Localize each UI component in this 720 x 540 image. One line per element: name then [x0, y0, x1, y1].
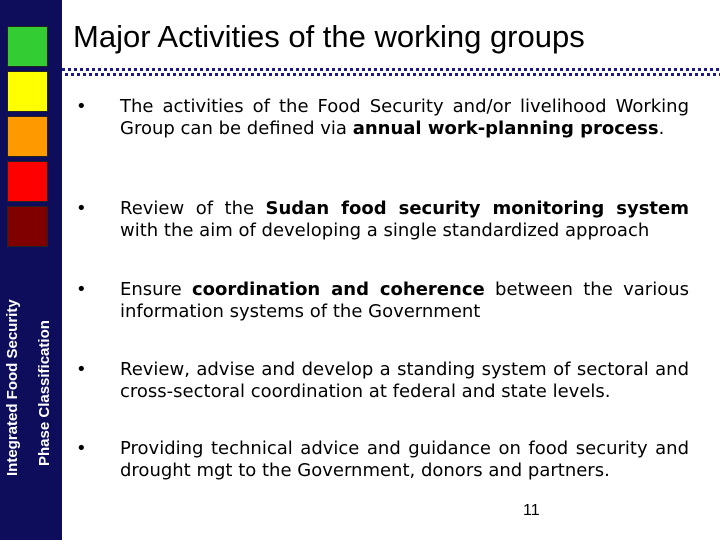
list-item-text: Review of the Sudan food security monitoring system with the aim of developing a single standardized approach — [120, 198, 690, 241]
bullet-marker: • — [76, 438, 87, 459]
page-number: 11 — [523, 502, 540, 519]
bullet-marker: • — [76, 359, 87, 380]
list-item-text: Review, advise and develop a standing system of sectoral and cross-sectoral coordination at federal and state levels. — [120, 359, 689, 402]
sidebar-label-line1: Integrated Food Security — [4, 299, 21, 476]
phase-swatch-2 — [7, 71, 48, 112]
bullet-marker: • — [76, 96, 87, 117]
sidebar-label-line2: Phase Classification — [36, 320, 53, 466]
ipc-sidebar — [0, 0, 62, 540]
slide-title: Major Activities of the working groups — [73, 19, 585, 54]
phase-swatch-4 — [7, 161, 48, 202]
phase-swatch-3 — [7, 116, 48, 157]
bullet-marker: • — [76, 198, 87, 219]
list-item-text: Providing technical advice and guidance on food security and drought mgt to the Government, donors and partners. — [120, 438, 689, 481]
phase-swatch-1 — [7, 26, 48, 67]
bullet-marker: • — [76, 279, 87, 300]
list-item-text: Ensure coordination and coherence between the various information systems of the Government — [120, 279, 690, 322]
title-divider — [62, 66, 720, 78]
list-item-text: The activities of the Food Security and/or livelihood Working Group can be defined via annual work-planning process. — [120, 96, 689, 139]
phase-swatch-5 — [7, 206, 48, 247]
